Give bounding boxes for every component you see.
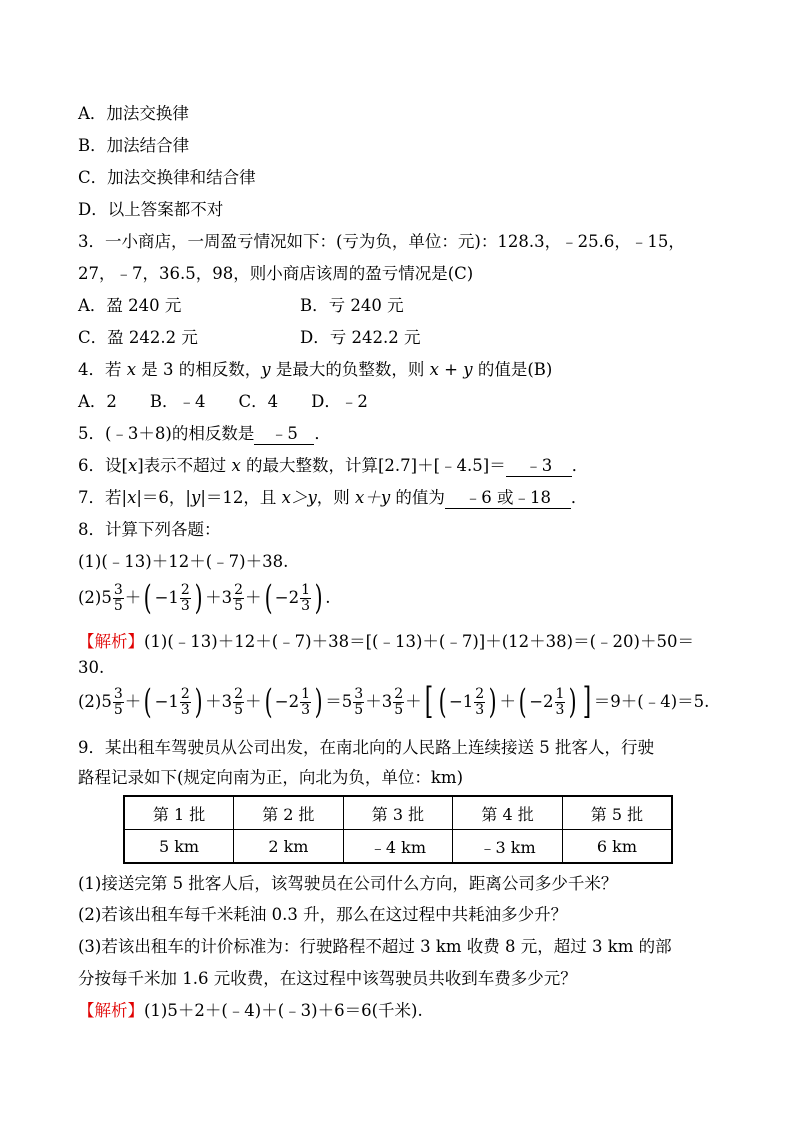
q7-answer: ﹣6 或﹣18 [445,488,571,509]
table-cell: 2 km [234,830,344,864]
option-b: B．加法结合律 [78,136,190,155]
q9-solution: 【解析】(1)5＋2＋(﹣4)＋(﹣3)＋6＝6(千米). [78,1001,423,1020]
table-header-cell: 第 4 批 [453,796,563,830]
solution-label: 【解析】 [78,1001,144,1020]
mixed-number: 5 $\frac{3}{5}$ [101,581,123,614]
q6-answer: ﹣3 [506,456,572,477]
table-header-cell: 第 1 批 [124,796,234,830]
q3-line2: 27，﹣7，36.5，98，则小商店该周的盈亏情况是(C) [78,264,474,283]
table-header-cell: 第 3 批 [343,796,453,830]
q3-option-d: D．亏 242.2 元 [300,328,421,347]
table-cell: 5 km [124,830,234,864]
q4-stem: 4．若 x 是 3 的相反数，y 是最大的负整数，则 x + y 的值是(B) [78,360,553,379]
q4-options: A．2 B．﹣4 C．4 D．﹣2 [78,392,368,411]
table-cell: ﹣4 km [343,830,453,864]
q9-sub3-line2: 分按每千米加 1.6 元收费，在这过程中该驾驶员共收到车费多少元？ [78,969,577,988]
q3-option-a: A．盈 240 元 [78,296,182,315]
q9-line2: 路程记录如下(规定向南为正，向北为负，单位：km) [78,768,464,787]
table-cell: 6 km [562,830,672,864]
route-table [123,795,673,864]
q6: 6．设[x]表示不超过 x 的最大整数，计算[2.7]＋[﹣4.5]＝ ﹣3 ． [78,456,589,475]
option-a: A．加法交换律 [78,104,189,123]
q5-answer: ﹣5 [254,424,314,445]
q8-part2: (2) 5 $\frac{3}{5}$ ＋ ( −1 $\frac{2}{3}$ ) ＋ 3 $\frac{2}{5}$ ＋ ( −2 $\frac{1}{3}$ ) . [78,578,331,618]
option-d: D．以上答案都不对 [78,200,224,219]
q9-sub1: (1)接送完第 5 批客人后，该驾驶员在公司什么方向，距离公司多少千米？ [78,874,618,893]
table-cell: ﹣3 km [453,830,563,864]
q3-option-b: B．亏 240 元 [300,296,404,315]
q5: 5．(﹣3＋8)的相反数是 ﹣5 ． [78,424,331,443]
option-c: C．加法交换律和结合律 [78,168,256,187]
q7: 7．若|x|＝6，|y|＝12，且 x＞y，则 x＋y 的值为 ﹣6 或﹣18 ． [78,488,588,507]
q9-sub3-line1: (3)若该出租车的计价标准为：行驶路程不超过 3 km 收费 8 元，超过 3 km 的部 [78,937,672,956]
table-row [124,796,672,830]
mixed-number: −2 $\frac{1}{3}$ [274,581,311,614]
q9-line1: 9．某出租车驾驶员从公司出发，在南北向的人民路上连续接送 5 批客人，行驶 [78,738,654,757]
q8-solution-1: 【解析】(1)(﹣13)＋12＋(﹣7)＋38＝[(﹣13)＋(﹣7)]＋(12＋38)＝(﹣20)＋50＝ [78,632,694,651]
q8-title: 8．计算下列各题： [78,520,221,539]
q8-solution-2: (2) 5 $\frac{3}{5}$ ＋ ( −1 $\frac{2}{3}$ ) ＋ 3 $\frac{2}{5}$ ＋ ( −2 $\frac{1}{3}$ ) ＝ 5 $\frac{3}{5}$ ＋ 3 $\frac{2}{5}$ ＋ [ ( −1 $\frac{2}{3}$ ) ＋ ( −2 $\frac{1}{3}$ ) ] ＝9＋(﹣4)＝5. [78,681,710,722]
table-row [124,830,672,864]
q8-part1: (1)(﹣13)＋12＋(﹣7)＋38. [78,552,289,571]
q8-solution-1-end: 30. [78,658,105,677]
table-header-cell: 第 2 批 [234,796,344,830]
q3-option-c: C．盈 242.2 元 [78,328,198,347]
q3-line1: 3．一小商店，一周盈亏情况如下：(亏为负，单位：元)：128.3，﹣25.6，﹣15， [78,232,685,251]
mixed-number: 3 $\frac{2}{5}$ [221,581,243,614]
table-header-cell: 第 5 批 [562,796,672,830]
mixed-number: −1 $\frac{2}{3}$ [154,581,190,614]
solution-label: 【解析】 [78,632,144,651]
q9-sub2: (2)若该出租车每千米耗油 0.3 升，那么在这过程中共耗油多少升？ [78,905,568,924]
